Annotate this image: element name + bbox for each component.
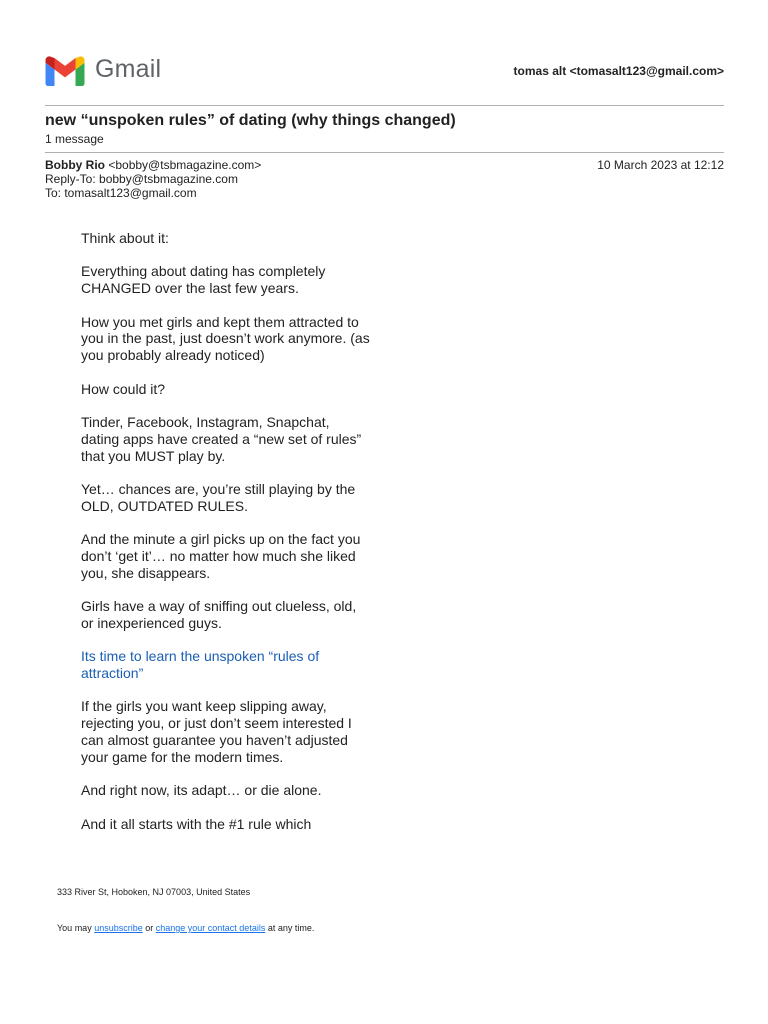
body-paragraph: Think about it: xyxy=(81,230,169,246)
unsub-middle: or xyxy=(142,923,156,933)
gmail-logo xyxy=(45,56,175,86)
body-paragraph: How could it? xyxy=(81,380,166,397)
body-paragraph: Everything about dating has completely CHANGED over the last few years. xyxy=(81,263,326,297)
body-paragraph: And it all starts with the #1 rule which xyxy=(81,815,312,832)
message-metadata xyxy=(45,158,724,200)
account-label: tomas alt <tomasalt123@gmail.com> xyxy=(513,64,724,78)
message-date: 10 March 2023 at 12:12 xyxy=(597,158,724,172)
unsub-prefix: You may xyxy=(57,923,95,933)
body-paragraph: If the girls you want keep slipping away, rejecting you, or just don’t seem interested I can almost guarantee you haven’t adjusted your game for the modern times. xyxy=(81,698,352,765)
reply-to-line: Reply-To: bobby@tsbmagazine.com xyxy=(45,172,238,186)
gmail-logo-text: Gmail xyxy=(95,55,162,83)
gmail-m-icon xyxy=(45,56,85,86)
thread-subject: new “unspoken rules” of dating (why things changed) xyxy=(45,112,456,129)
to-line: To: tomasalt123@gmail.com xyxy=(45,186,197,200)
footer-unsubscribe-line xyxy=(57,923,314,933)
header-divider xyxy=(45,105,724,106)
page-header xyxy=(45,54,724,88)
body-paragraph: Girls have a way of sniffing out clueless, old, or inexperienced guys. xyxy=(81,598,357,631)
body-paragraph: And right now, its adapt… or die alone. xyxy=(81,782,322,799)
change-contact-details-link[interactable]: change your contact details xyxy=(155,923,266,933)
rules-of-attraction-link[interactable]: Its time to learn the unspoken “rules of attraction” xyxy=(81,648,320,682)
body-paragraph: Tinder, Facebook, Instagram, Snapchat, dating apps have created a “new set of rules” that you MUST play by. xyxy=(81,413,362,464)
message-count: 1 message xyxy=(45,132,104,146)
body-paragraph: And the minute a girl picks up on the fact you don’t ‘get it’… no matter how much she liked you, she disappears. xyxy=(81,531,361,581)
sender-email: <bobby@tsbmagazine.com> xyxy=(108,158,262,172)
body-paragraph: Yet… chances are, you’re still playing by the OLD, OUTDATED RULES. xyxy=(81,480,356,514)
subject-divider xyxy=(45,152,724,153)
unsubscribe-link[interactable]: unsubscribe xyxy=(94,923,143,933)
body-paragraph: How you met girls and kept them attracted to you in the past, just doesn’t work anymore. (as you probably already noticed) xyxy=(81,313,370,364)
footer-address: 333 River St, Hoboken, NJ 07003, United States xyxy=(57,887,251,897)
message-body xyxy=(81,230,371,849)
sender-name: Bobby Rio xyxy=(45,158,105,172)
unsub-suffix: at any time. xyxy=(265,923,315,933)
